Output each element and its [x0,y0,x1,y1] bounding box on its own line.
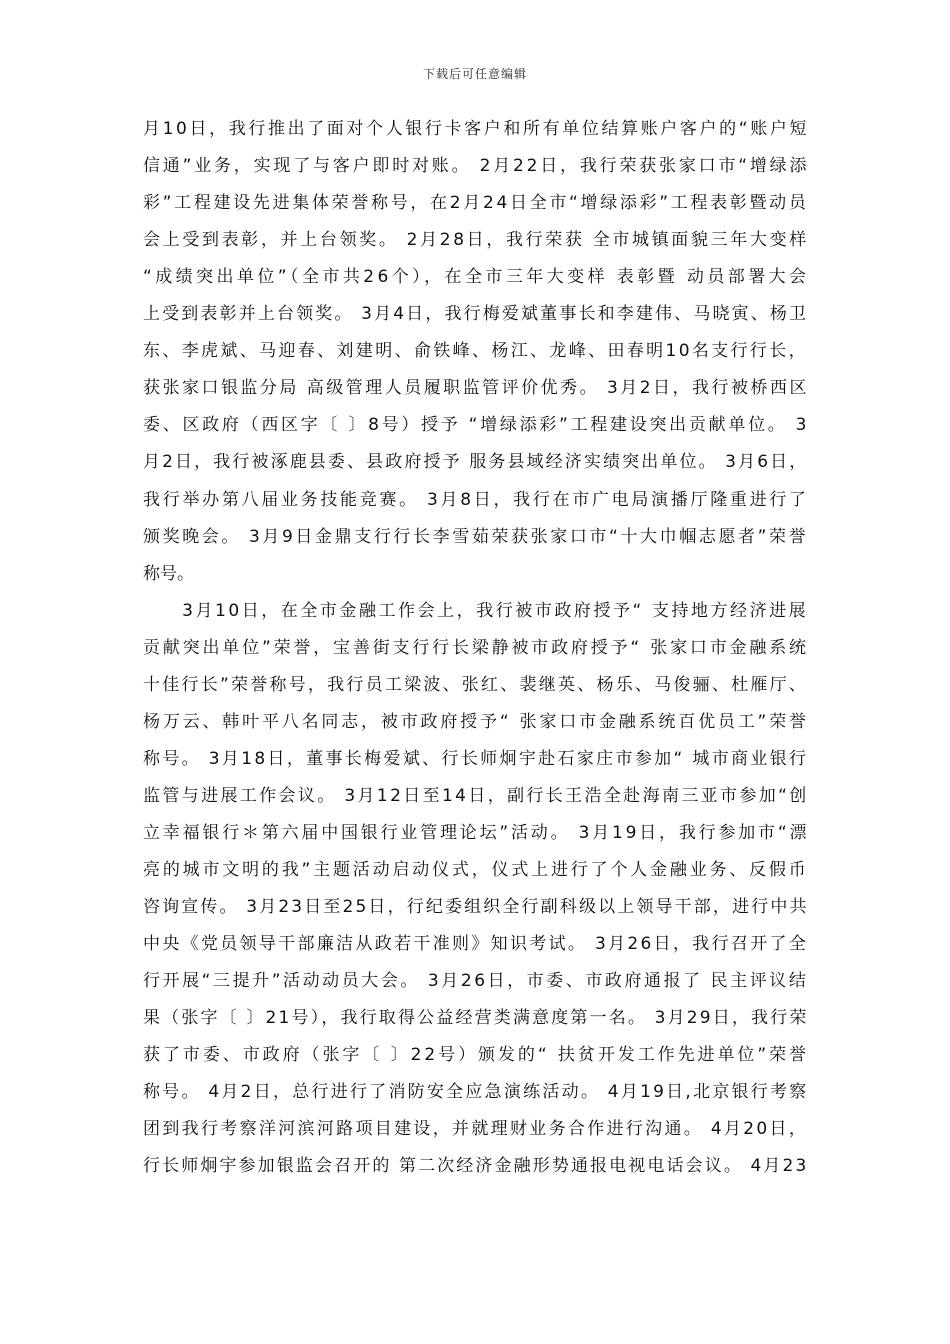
text-line: 彩”工程建设先进集体荣誉称号，在2月24日全市“增绿添彩”工程表彰暨动员 [143,193,809,214]
text-line: 东、李虎斌、马迎春、刘建明、俞铁峰、杨江、龙峰、田春明10名支行行长， [143,341,808,362]
text-line: 月2日，我行被涿鹿县委、县政府授予 服务县域经济实绩突出单位。 3月6日， [143,452,809,473]
text-line: 获了市委、市政府（张字〔 〕22号）颁发的“ 扶贫开发工作先进单位”荣誉 [143,1045,809,1066]
text-line: 称号。 4月2日，总行进行了消防安全应急演练活动。 4月19日,北京银行考察 [143,1082,809,1103]
text-line: 我行举办第八届业务技能竞赛。 3月8日，我行在市广电局演播厅隆重进行了 [143,489,809,510]
text-line: 果（张字〔 〕21号），我行取得公益经营类满意度第一名。 3月29日，我行荣 [143,1008,809,1029]
text-line: “成绩突出单位”（全市共26个），在全市三年大变样 表彰暨 动员部署大会 [143,267,810,288]
text-line: 中央《党员领导干部廉洁从政若干准则》知识考试。 3月26日，我行召开了全 [143,934,809,955]
text-line: 月10日，我行推出了面对个人银行卡客户和所有单位结算账户客户的“账户短 [143,119,810,139]
text-line: 十佳行长”荣誉称号，我行员工梁波、张红、裴继英、杨乐、马俊骊、杜雁厅、 [143,674,809,695]
text-line: 委、区政府（西区字〔 〕8号）授予 “增绿添彩”工程建设突出贡献单位。 3 [143,415,810,436]
text-line: 贡献突出单位”荣誉，宝善街支行行长梁静被市政府授予“ 张家口市金融系统 [143,637,809,658]
text-line: 颁奖晚会。 3月9日金鼎支行行长李雪茹荣获张家口市“十大巾帼志愿者”荣誉 [143,526,809,547]
text-line: 3月10日，在全市金融工作会上，我行被市政府授予“ 支持地方经济进展 [143,600,809,621]
text-line: 获张家口银监分局 高级管理人员履职监管评价优秀。 3月2日，我行被桥西区 [143,378,809,399]
text-line: 团到我行考察洋河滨河路项目建设，并就理财业务合作进行沟通。 4月20日， [143,1119,809,1140]
page-header: 下载后可任意编辑 [422,67,527,81]
text-line: 亮的城市文明的我”主题活动启动仪式，仪式上进行了个人金融业务、反假币 [143,860,809,880]
text-line: 称号。 [143,563,194,584]
text-line: 信通”业务，实现了与客户即时对账。 2月22日，我行荣获张家口市“增绿添 [143,156,810,177]
text-line: 会上受到表彰，并上台领奖。 2月28日，我行荣获 全市城镇面貌三年大变样 [143,230,809,251]
text-line: 杨万云、韩叶平八名同志，被市政府授予“ 张家口市金融系统百优员工”荣誉 [143,711,809,732]
text-line: 监管与进展工作会议。 3月12日至14日，副行长王浩全赴海南三亚市参加“创 [143,785,809,806]
text-line: 立幸福银行＊第六届中国银行业管理论坛”活动。 3月19日，我行参加市“漂 [143,822,810,843]
text-line: 行长师炯宇参加银监会召开的 第二次经济金融形势通报电视电话会议。 4月23 [143,1156,809,1177]
text-line: 称号。 3月18日，董事长梅爱斌、行长师炯宇赴石家庄市参加“ 城市商业银行 [143,748,809,769]
text-line: 行开展“三提升”活动动员大会。 3月26日，市委、市政府通报了 民主评议结 [143,971,809,992]
text-line: 咨询宣传。 3月23日至25日，行纪委组织全行副科级以上领导干部，进行中共 [143,897,809,918]
text-line: 上受到表彰并上台领奖。 3月4日，我行梅爱斌董事长和李建伟、马晓寅、杨卫 [143,304,809,325]
